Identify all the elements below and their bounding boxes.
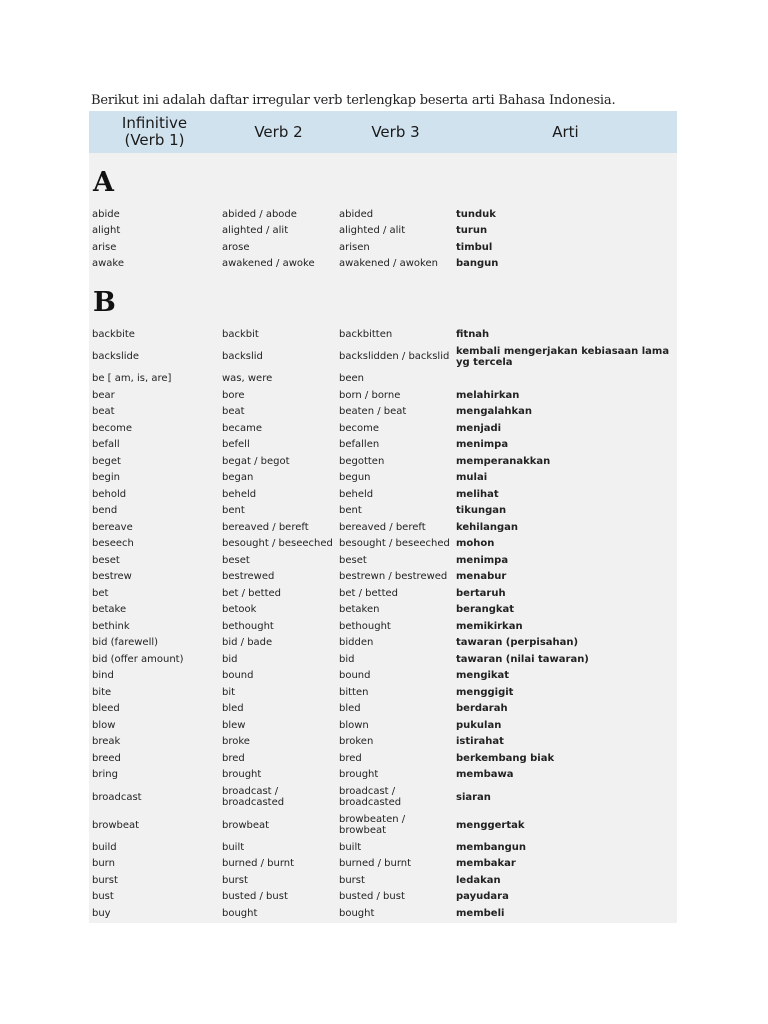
cell-arti: tawaran (nilai tawaran) [456, 653, 589, 665]
cell-verb3: brought [339, 769, 379, 781]
cell-verb3: bought [339, 907, 375, 919]
cell-verb3: bred [339, 752, 362, 764]
cell-infinitive: become [92, 422, 133, 434]
table-row [89, 404, 677, 421]
cell-arti: berkembang biak [456, 752, 555, 764]
cell-arti: fitnah [456, 328, 490, 340]
cell-arti: istirahat [456, 736, 504, 748]
table-row [89, 651, 677, 668]
cell-verb2: bled [222, 703, 244, 715]
table-row [89, 839, 677, 856]
cell-arti: menggertak [456, 819, 525, 831]
section-letter: B [93, 287, 116, 318]
cell-verb2: beset [222, 554, 250, 566]
cell-infinitive: beget [92, 455, 121, 467]
cell-infinitive: bleed [92, 703, 120, 715]
cell-verb2: bore [222, 389, 245, 401]
table-row [89, 905, 677, 922]
cell-verb3: beheld [339, 488, 374, 500]
table-row [89, 684, 677, 701]
cell-infinitive: befall [92, 439, 120, 451]
cell-verb3: besought / beseeched [339, 538, 450, 550]
cell-arti: pukulan [456, 719, 502, 731]
cell-verb3: awakened / awoken [339, 258, 438, 270]
cell-infinitive: bet [92, 587, 109, 599]
section-letter: A [93, 167, 114, 198]
table-row [89, 437, 677, 454]
cell-arti: menggigit [456, 686, 514, 698]
cell-verb2: blew [222, 719, 246, 731]
cell-verb3: bent [339, 505, 362, 517]
cell-verb2: backbit [222, 328, 259, 340]
cell-verb2: browbeat [222, 819, 270, 831]
cell-arti: tikungan [456, 505, 507, 517]
table-row [89, 618, 677, 635]
cell-infinitive: backbite [92, 328, 135, 340]
table-row [89, 750, 677, 767]
cell-verb2: bred [222, 752, 245, 764]
cell-verb2: burned / burnt [222, 858, 295, 870]
cell-infinitive: begin [92, 472, 120, 484]
table-row [89, 783, 677, 811]
cell-verb3: bethought [339, 620, 391, 632]
cell-verb3: burst [339, 874, 365, 886]
cell-infinitive: bust [92, 891, 114, 903]
cell-verb3: befallen [339, 439, 380, 451]
irregular-verb-table [89, 111, 677, 923]
cell-arti: kembali mengerjakan kebiasaan lama yg tercela [456, 345, 670, 368]
cell-infinitive: buy [92, 907, 111, 919]
cell-infinitive: betake [92, 604, 127, 616]
table-row [89, 536, 677, 553]
cell-verb3: beaten / beat [339, 406, 407, 418]
table-row [89, 811, 677, 839]
cell-verb3: born / borne [339, 389, 401, 401]
cell-arti: kehilangan [456, 521, 519, 533]
table-row [89, 734, 677, 751]
cell-arti: membeli [456, 907, 505, 919]
cell-verb2: bound [222, 670, 254, 682]
table-row [89, 343, 677, 371]
cell-infinitive: backslide [92, 351, 140, 362]
table-row [89, 519, 677, 536]
table-row [89, 239, 677, 256]
cell-arti: menabur [456, 571, 507, 583]
header-verb2: Verb 2 [254, 122, 303, 141]
cell-infinitive: build [92, 841, 117, 853]
table-row [89, 206, 677, 223]
cell-arti: siaran [456, 791, 491, 803]
cell-infinitive: bereave [92, 521, 133, 533]
cell-arti: membawa [456, 769, 514, 781]
cell-infinitive: arise [92, 241, 117, 253]
table-row [89, 420, 677, 437]
cell-arti: payudara [456, 891, 509, 903]
cell-verb2: bit [222, 686, 236, 698]
cell-verb3: bitten [339, 686, 369, 698]
table-row [89, 889, 677, 906]
cell-arti: memperanakkan [456, 455, 551, 467]
cell-verb3: become [339, 422, 380, 434]
table-row [89, 470, 677, 487]
cell-verb2: begat / begot [222, 455, 290, 467]
table-row [89, 223, 677, 240]
cell-infinitive: beseech [92, 538, 134, 550]
cell-infinitive: bite [92, 686, 112, 698]
cell-arti: melahirkan [456, 389, 520, 401]
header-verb3: Verb 3 [371, 122, 420, 141]
cell-infinitive: beset [92, 554, 120, 566]
cell-infinitive: blow [92, 719, 116, 731]
cell-verb2: bought [222, 907, 258, 919]
cell-verb2: burst [222, 874, 248, 886]
table-row [89, 256, 677, 273]
cell-arti: bangun [456, 258, 499, 270]
cell-arti: tunduk [456, 208, 496, 220]
table-row [89, 486, 677, 503]
cell-verb2: backslid [222, 351, 263, 362]
cell-arti: ledakan [456, 874, 501, 886]
cell-infinitive: broadcast [92, 791, 142, 803]
letter-section [89, 285, 677, 923]
cell-infinitive: breed [92, 752, 121, 764]
cell-verb2: began [222, 472, 254, 484]
table-row [89, 767, 677, 784]
cell-arti: menimpa [456, 439, 509, 451]
cell-verb2: alighted / alit [222, 225, 289, 237]
table-row [89, 701, 677, 718]
cell-infinitive: bring [92, 769, 118, 781]
cell-verb3: begotten [339, 455, 385, 467]
cell-verb2: brought [222, 769, 262, 781]
table-row [89, 569, 677, 586]
intro-text: Berikut ini adalah daftar irregular verb terlengkap beserta arti Bahasa Indonesia. [91, 93, 616, 108]
cell-verb2: built [222, 841, 245, 853]
cell-infinitive: bind [92, 670, 114, 682]
cell-verb3: broken [339, 736, 374, 748]
cell-verb3: arisen [339, 241, 370, 253]
cell-verb2: abided / abode [222, 208, 297, 220]
cell-verb3: alighted / alit [339, 225, 406, 237]
table-header [89, 111, 677, 153]
cell-verb2: betook [222, 604, 257, 616]
cell-verb2: awakened / awoke [222, 258, 315, 270]
cell-verb3: bidden [339, 637, 374, 649]
cell-verb3: built [339, 841, 362, 853]
cell-arti: mengikat [456, 670, 510, 682]
cell-verb3: broadcast / broadcasted [339, 786, 402, 808]
cell-arti: mengalahkan [456, 406, 533, 418]
cell-infinitive: behold [92, 488, 127, 500]
cell-verb3: bound [339, 670, 371, 682]
cell-verb2: bid [222, 653, 238, 665]
cell-verb2: bent [222, 505, 245, 517]
table-row [89, 872, 677, 889]
cell-verb2: beat [222, 406, 245, 418]
table-row [89, 326, 677, 343]
cell-infinitive: abide [92, 208, 120, 220]
cell-verb3: bid [339, 653, 355, 665]
cell-arti: melihat [456, 488, 499, 500]
table-row [89, 552, 677, 569]
cell-infinitive: break [92, 736, 121, 748]
cell-verb3: bestrewn / bestrewed [339, 571, 448, 583]
cell-infinitive: bethink [92, 620, 130, 632]
cell-arti: berangkat [456, 604, 515, 616]
table-row [89, 585, 677, 602]
cell-verb2: bet / betted [222, 587, 281, 599]
cell-verb3: bled [339, 703, 361, 715]
cell-arti: membakar [456, 858, 516, 870]
cell-verb2: was, were [222, 373, 273, 385]
cell-verb2: broadcast / broadcasted [222, 786, 285, 808]
table-row [89, 635, 677, 652]
table-row [89, 387, 677, 404]
table-row [89, 668, 677, 685]
cell-infinitive: bear [92, 389, 115, 401]
cell-arti: membangun [456, 841, 527, 853]
cell-verb3: backbitten [339, 328, 393, 340]
header-infinitive: Infinitive (Verb 1) [121, 114, 188, 149]
cell-arti: mulai [456, 472, 488, 484]
cell-verb3: abided [339, 208, 374, 220]
cell-verb3: bet / betted [339, 587, 398, 599]
cell-verb3: been [339, 373, 364, 385]
table-row [89, 856, 677, 873]
table-row [89, 503, 677, 520]
cell-verb3: browbeaten / browbeat [339, 814, 406, 836]
table-row [89, 602, 677, 619]
cell-arti: berdarah [456, 703, 508, 715]
header-arti: Arti [552, 122, 579, 141]
cell-verb3: betaken [339, 604, 380, 616]
cell-infinitive: bestrew [92, 571, 132, 583]
cell-infinitive: burn [92, 858, 115, 870]
cell-verb2: bethought [222, 620, 274, 632]
table-row [89, 453, 677, 470]
cell-arti: turun [456, 225, 488, 237]
cell-arti: memikirkan [456, 620, 523, 632]
cell-infinitive: browbeat [92, 819, 140, 831]
cell-infinitive: bid (offer amount) [92, 653, 184, 665]
cell-infinitive: bend [92, 505, 118, 517]
cell-infinitive: alight [92, 225, 121, 237]
cell-verb2: bid / bade [222, 637, 273, 649]
cell-verb3: burned / burnt [339, 858, 412, 870]
cell-arti: mohon [456, 538, 495, 550]
cell-verb3: bereaved / bereft [339, 521, 426, 533]
cell-infinitive: beat [92, 406, 115, 418]
cell-arti: menimpa [456, 554, 509, 566]
cell-infinitive: be [ am, is, are] [92, 373, 172, 385]
cell-verb2: busted / bust [222, 891, 288, 903]
cell-verb2: besought / beseeched [222, 538, 333, 550]
table-row [89, 717, 677, 734]
cell-verb2: befell [222, 439, 250, 451]
cell-arti: menjadi [456, 422, 502, 434]
cell-verb3: busted / bust [339, 891, 405, 903]
cell-verb3: beset [339, 554, 367, 566]
cell-verb2: bereaved / bereft [222, 521, 309, 533]
cell-arti: timbul [456, 241, 493, 253]
cell-verb2: arose [222, 241, 250, 253]
cell-verb2: broke [222, 736, 250, 748]
letter-section [89, 165, 677, 273]
cell-infinitive: bid (farewell) [92, 637, 159, 649]
cell-infinitive: awake [92, 258, 125, 270]
cell-verb2: became [222, 422, 263, 434]
cell-arti: bertaruh [456, 587, 506, 599]
cell-verb2: bestrewed [222, 571, 275, 583]
cell-arti: tawaran (perpisahan) [456, 637, 579, 649]
cell-verb3: backslidden / backslid [339, 351, 450, 362]
cell-verb3: blown [339, 719, 369, 731]
cell-verb2: beheld [222, 488, 257, 500]
cell-verb3: begun [339, 472, 371, 484]
table-row [89, 371, 677, 388]
table-body [89, 165, 677, 923]
cell-infinitive: burst [92, 874, 118, 886]
